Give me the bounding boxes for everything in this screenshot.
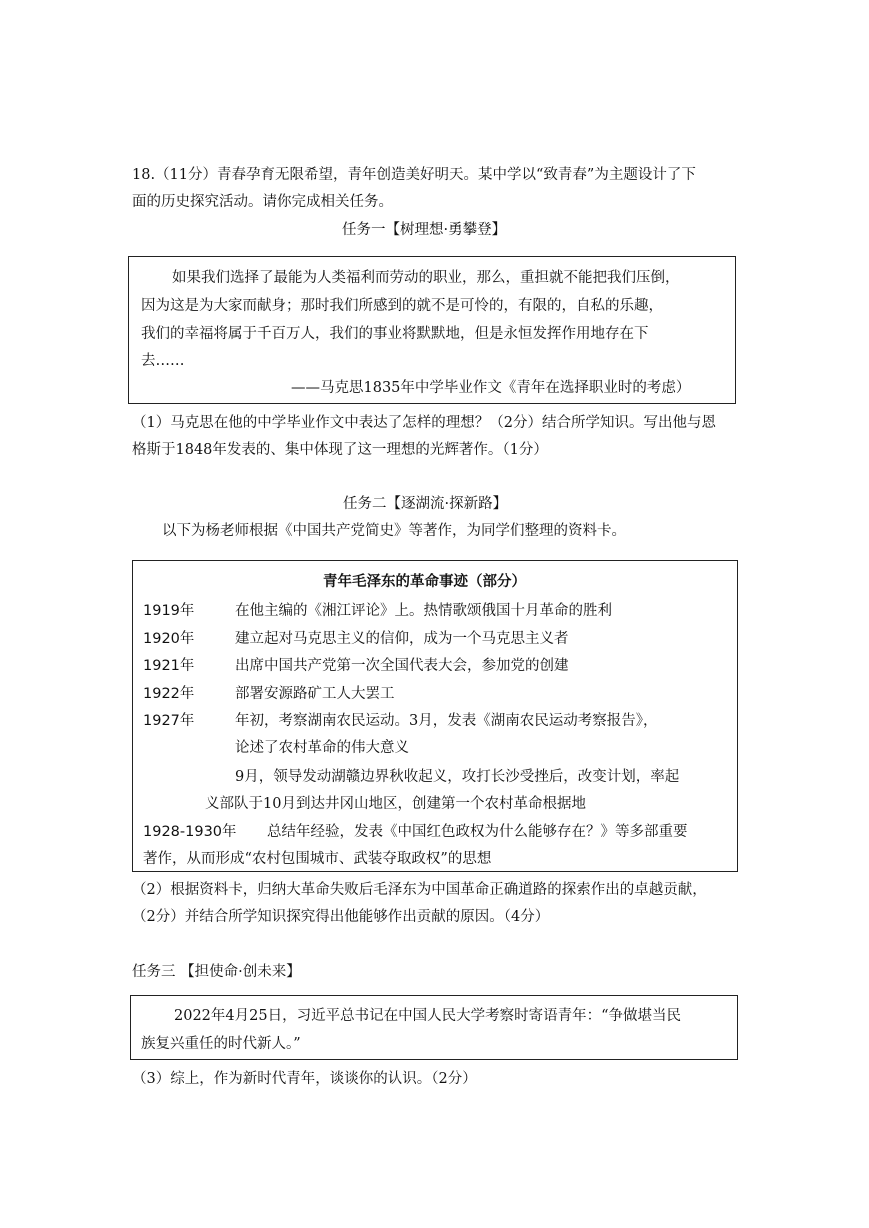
event-year: 1919年 bbox=[143, 603, 195, 619]
event-1927-september-line-1: 9月，领导发动湖赣边界秋收起义，攻打长沙受挫后，改变计划，率起 bbox=[235, 769, 680, 785]
event-year: 1928-1930年 bbox=[143, 824, 237, 840]
task1-quote-source: ——马克思1835年中学毕业作文《青年在选择职业时的考虑） bbox=[291, 380, 691, 396]
task2-info-card bbox=[132, 560, 738, 872]
task1-quote-line-2: 因为这是为大家而献身；那时我们所感到的就不是可怜的，有限的，自私的乐趣， bbox=[141, 298, 663, 314]
task1-quote-line-3: 我们的幸福将属于千百万人，我们的事业将默默地，但是永恒发挥作用地存在下 bbox=[141, 326, 649, 342]
question-3: （3）综上，作为新时代青年，谈谈你的认识。（2分） bbox=[132, 1071, 477, 1087]
question-intro-line-1: 18.（11分）青春孕育无限希望，青年创造美好明天。某中学以“致青春”为主题设计了下 bbox=[132, 167, 696, 183]
event-text: 总结年经验，发表《中国红色政权为什么能够存在？》等多部重要 bbox=[267, 824, 688, 840]
question-2-line-2: （2分）并结合所学知识探究得出他能够作出贡献的原因。（4分） bbox=[132, 909, 550, 925]
task1-quote-box bbox=[128, 256, 736, 404]
task2-intro: 以下为杨老师根据《中国共产党简史》等著作，为同学们整理的资料卡。 bbox=[162, 523, 626, 539]
event-text: 出席中国共产党第一次全国代表大会，参加党的创建 bbox=[235, 658, 569, 674]
task3-title: 任务三 【担使命·创未来】 bbox=[132, 964, 301, 980]
task3-quote-box bbox=[130, 995, 738, 1060]
event-1927-continuation: 论述了农村革命的伟大意义 bbox=[235, 740, 409, 756]
event-1927-september-line-2: 义部队于10月到达井冈山地区，创建第一个农村革命根据地 bbox=[205, 796, 586, 812]
question-1-line-2: 格斯于1848年发表的、集中体现了这一理想的光辉著作。（1分） bbox=[132, 442, 548, 458]
task1-quote-line-4: 去…… bbox=[141, 353, 185, 369]
question-1-line-1: （1）马克思在他的中学毕业作文中表达了怎样的理想？（2分）结合所学知识。写出他与恩 bbox=[132, 415, 716, 431]
task3-quote-line-1: 2022年4月25日，习近平总书记在中国人民大学考察时寄语青年：“争做堪当民 bbox=[174, 1008, 681, 1024]
event-text: 建立起对马克思主义的信仰，成为一个马克思主义者 bbox=[235, 631, 569, 647]
event-1928-continuation: 著作，从而形成“农村包围城市、武装夺取政权”的思想 bbox=[143, 851, 492, 867]
question-intro-line-2: 面的历史探究活动。请你完成相关任务。 bbox=[132, 194, 393, 210]
task1-title: 任务一【树理想·勇攀登】 bbox=[342, 222, 507, 238]
card-title: 青年毛泽东的革命事迹（部分） bbox=[323, 574, 526, 590]
event-year: 1927年 bbox=[143, 713, 195, 729]
task2-title: 任务二【逐湖流·探新路】 bbox=[343, 496, 508, 512]
event-year: 1922年 bbox=[143, 686, 195, 702]
event-year: 1921年 bbox=[143, 658, 195, 674]
task1-quote-line-1: 如果我们选择了最能为人类福利而劳动的职业，那么，重担就不能把我们压倒， bbox=[172, 270, 680, 286]
task3-quote-line-2: 族复兴重任的时代新人。” bbox=[141, 1036, 301, 1052]
event-text: 年初，考察湖南农民运动。3月，发表《湖南农民运动考察报告》， bbox=[235, 713, 658, 729]
event-text: 部署安源路矿工人大罢工 bbox=[235, 686, 395, 702]
event-year: 1920年 bbox=[143, 631, 195, 647]
event-text: 在他主编的《湘江评论》上。热情歌颂俄国十月革命的胜利 bbox=[235, 603, 612, 619]
question-2-line-1: （2）根据资料卡，归纳大革命失败后毛泽东为中国革命正确道路的探索作出的卓越贡献， bbox=[132, 882, 707, 898]
